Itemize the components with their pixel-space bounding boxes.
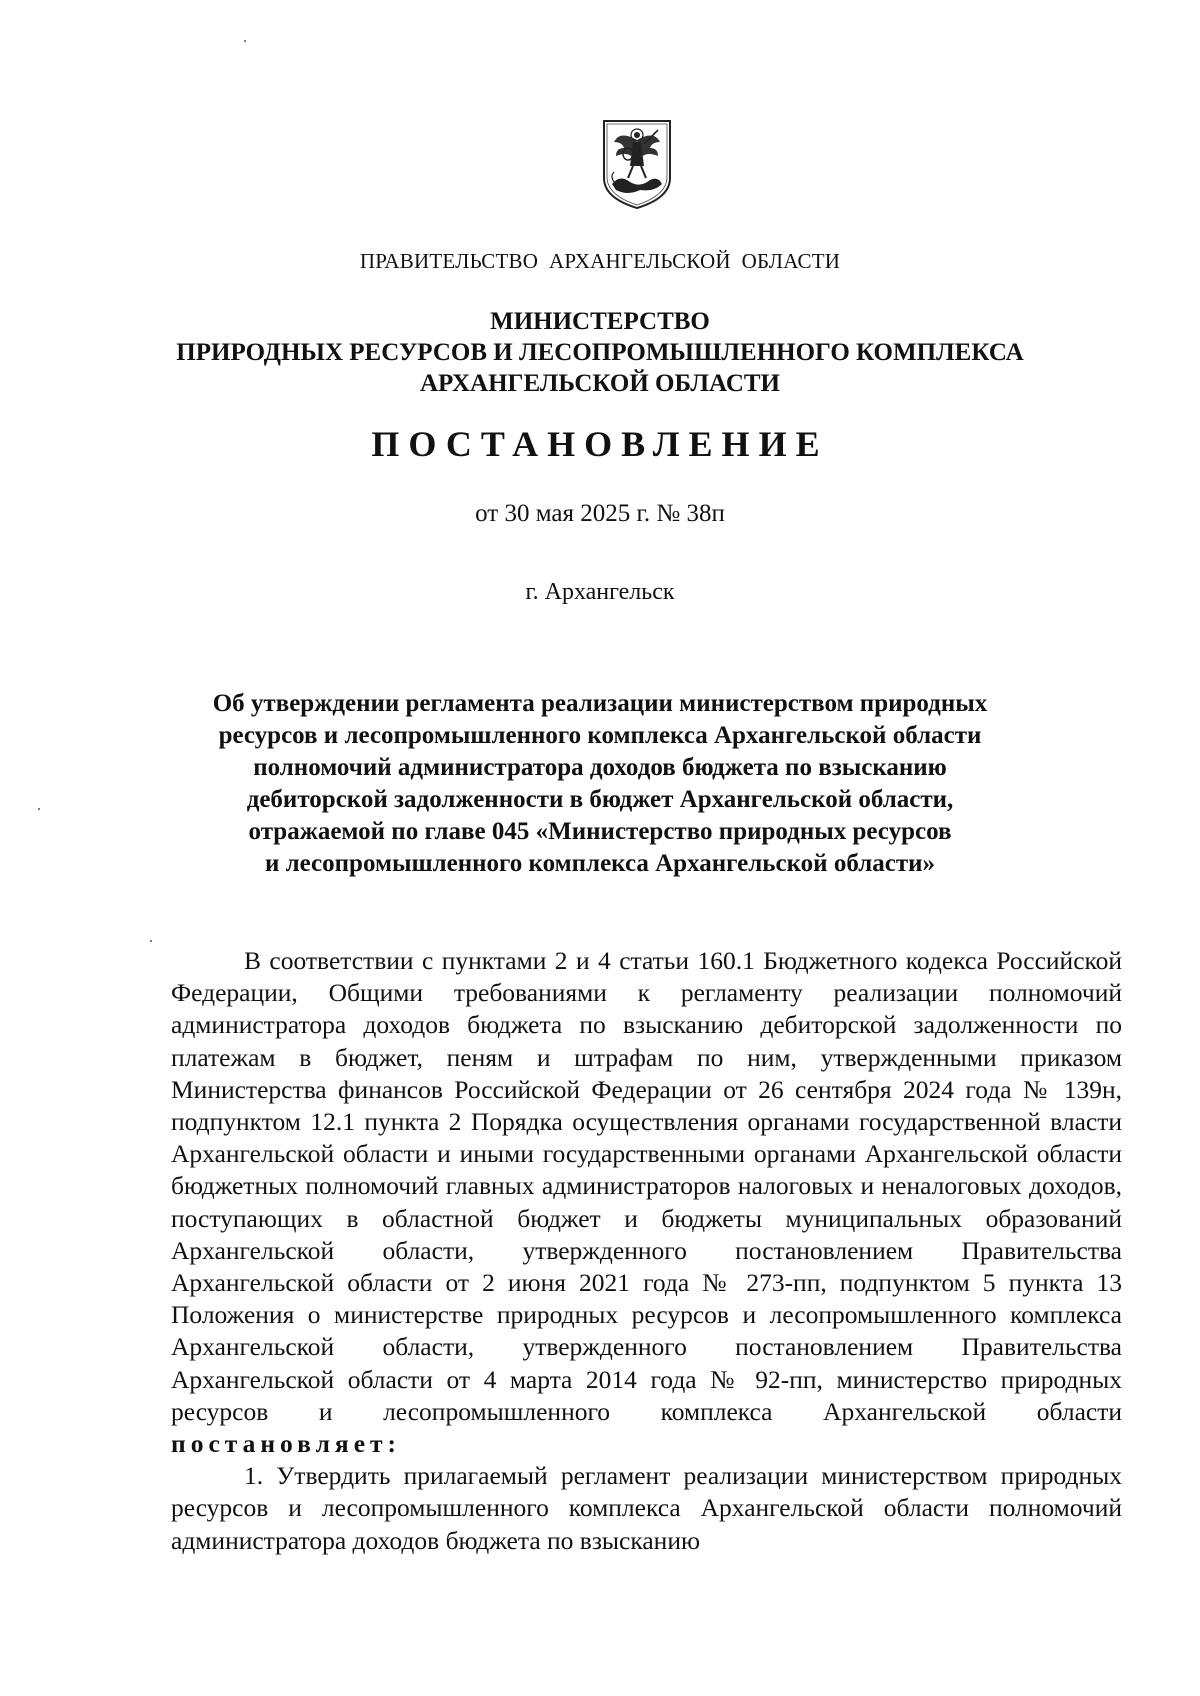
scan-speck [244,40,246,42]
document-date-number: от 30 мая 2025 г. № 38п [475,500,725,527]
document-title [140,688,1060,880]
document-type: ПОСТАНОВЛЕНИЕ [371,424,829,464]
title-line-3: полномочий администратора доходов бюджета по взысканию [253,754,947,781]
resolves-keyword: постановляет: [171,1429,402,1459]
title-line-1: Об утверждении регламента реализации министерством природных [212,690,988,717]
government-heading: ПРАВИТЕЛЬСТВО АРХАНГЕЛЬСКОЙ ОБЛАСТИ [359,249,841,273]
title-line-4: дебиторской задолженности в бюджет Архангельской области, [246,786,954,813]
ministry-line-2: ПРИРОДНЫХ РЕСУРСОВ И ЛЕСОПРОМЫШЛЕННОГО КОМПЛЕКСА [176,339,1024,366]
title-line-2: ресурсов и лесопромышленного комплекса Архангельской области [218,722,982,749]
scan-speck [150,940,152,942]
preamble-paragraph [171,945,1122,1460]
document-body [171,945,1122,1557]
title-line-5: отражаемой по главе 045 «Министерство природных ресурсов [248,818,952,845]
scan-speck [38,808,40,810]
document-city: г. Архангельск [525,579,675,605]
ministry-heading [0,306,1200,399]
ministry-line-1: МИНИСТЕРСТВО [490,308,710,335]
title-line-6: и лесопромышленного комплекса Архангельской области» [264,850,936,877]
ministry-line-3: АРХАНГЕЛЬСКОЙ ОБЛАСТИ [420,370,780,397]
arkhangelsk-coat-of-arms-icon [600,118,674,210]
preamble-text: В соответствии с пунктами 2 и 4 статьи 160.1 Бюджетного кодекса Российской Федерации, Общими требованиями к регламенту реализации полномочий администратора доходов бюджета по взысканию дебиторской задолженности по платежам в бюджет, пеням и штрафам по ним, утвержденными приказом Министерства финансов Российской Федерации от 26 сентября 2024 года № 139н, подпунктом 12.1 пункта 2 Порядка осуществления органами государственной власти Архангельской области и иными государственными органами Архангельской области бюджетных полномочий главных администраторов налоговых и неналоговых доходов, поступающих в областной бюджет и бюджеты муниципальных образований Архангельской области, утвержденного постановлением Правительства Архангельской области от 2 июня 2021 года № 273-пп, подпунктом 5 пункта 13 Положения о министерстве природных ресурсов и лесопромышленного комплекса Архангельской области, утвержденного постановлением Правительства Архангельской области от 4 марта 2014 года № 92-пп, министерство природных ресурсов и лесопромышленного комплекса Архангельской области [171,946,1122,1426]
clause-1-paragraph: 1. Утвердить прилагаемый регламент реализации министерством природных ресурсов и лесопромышленного комплекса Архангельской области полномочий администратора доходов бюджета по взысканию [171,1461,1122,1555]
